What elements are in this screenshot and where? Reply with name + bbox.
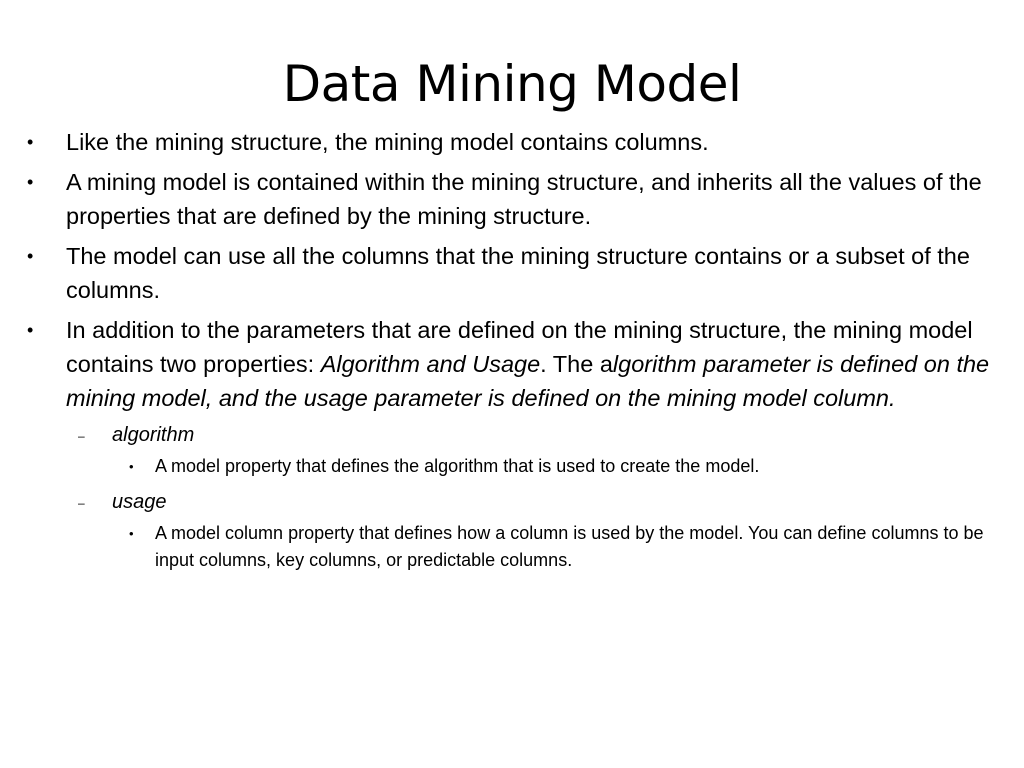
slide-title: Data Mining Model xyxy=(282,55,742,113)
bullet-icon: • xyxy=(27,132,34,152)
bullet-text-emphasis: Algorithm and Usage xyxy=(320,351,541,377)
bullet-text: Like the mining structure, the mining model contains columns. xyxy=(66,129,709,155)
dash-icon: – xyxy=(78,496,85,510)
detail-item xyxy=(0,520,1024,574)
bullet-text-part: . The a xyxy=(540,351,613,377)
bullet-item xyxy=(0,313,1024,415)
detail-text: A model column property that defines how a column is used by the model. You can define columns to be input columns, key columns, or predictable columns. xyxy=(155,523,984,570)
bullet-icon: • xyxy=(129,526,134,541)
bullet-text: A mining model is contained within the mining structure, and inherits all the values of the properties that are defined by the mining structure. xyxy=(66,169,982,229)
bullet-text: The model can use all the columns that the mining structure contains or a subset of the columns. xyxy=(66,243,970,303)
sub-bullet-item xyxy=(0,421,1024,449)
bullet-icon: • xyxy=(129,459,134,474)
sub-bullet-item xyxy=(0,488,1024,516)
bullet-icon: • xyxy=(27,320,34,340)
sub-bullet-label: algorithm xyxy=(112,424,195,446)
slide-body xyxy=(0,125,1024,582)
detail-item xyxy=(0,453,1024,480)
bullet-text-emphasis: lgorithm parameter is defined on the mining model, and the usage parameter is defined on the mining model column. xyxy=(66,351,990,411)
detail-text: A model property that defines the algorithm that is used to create the model. xyxy=(155,456,760,476)
bullet-item xyxy=(0,239,1024,307)
bullet-icon: • xyxy=(27,172,34,192)
bullet-item xyxy=(0,125,1024,159)
sub-bullet-label: usage xyxy=(112,491,167,513)
bullet-text-part: In addition to the parameters that are defined on the mining structure, the mining model contains two properties: xyxy=(66,317,973,377)
bullet-item xyxy=(0,165,1024,233)
dash-icon: – xyxy=(78,429,85,443)
bullet-icon: • xyxy=(27,246,34,266)
